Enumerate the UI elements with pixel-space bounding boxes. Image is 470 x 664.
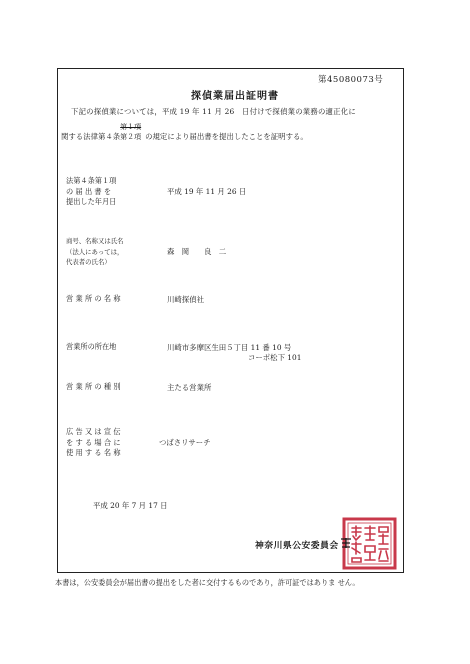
field-label-name: 商号、名称又は氏名 （法人にあっては， 代表者の氏名）: [66, 237, 124, 266]
field-value-office-address-line1: 川崎市多摩区生田５丁目 11 番 10 号: [167, 343, 292, 352]
field-value-advertising-name: つばさリサーチ: [159, 438, 211, 447]
field-value-office-address-line2: コーポ松下 101: [248, 353, 302, 362]
replacement-clause: 第２項: [120, 133, 142, 141]
field-value-office-type: 主たる営業所: [167, 383, 212, 392]
field-label-advertising-name: 広 告 又 は 宣 伝 を す る 場 合 に 使 用 す る 名 称: [66, 427, 121, 457]
field-label-office-type: 営 業 所 の 種 別: [66, 382, 121, 391]
intro-line-2: [61, 123, 308, 142]
struck-clause: 第１項: [120, 123, 142, 131]
document-title: 探偵業届出証明書: [191, 91, 279, 102]
issuer-name: 神奈川県公安委員会: [255, 541, 339, 551]
field-value-office-name: 川崎探偵社: [167, 295, 204, 304]
footer-note: 本書は，公安委員会が届出書の提出をした者に交付するものであり，許可証ではありま せん。: [55, 578, 360, 587]
certificate-number: 第45080073号: [318, 75, 384, 85]
intro-before: 関する法律第４条: [61, 132, 121, 141]
intro-after: の規定により届出書を提出したことを証明する。: [145, 132, 308, 141]
article-clause: [120, 123, 145, 141]
seal-mark-icon: [339, 537, 353, 549]
field-label-filing-date: 法第４条第１項 の 届 出 書 を 提出した年月日: [66, 176, 117, 206]
field-label-office-address: 営業所の所在地: [66, 342, 117, 351]
field-value-name: 森 岡 良 二: [167, 247, 227, 256]
certificate-border: [57, 68, 404, 573]
intro-line-1: 下記の探偵業については，平成 19 年 11 月 26 日付けで探偵業の業務の適正化に: [71, 107, 356, 116]
issue-date: 平成 20 年 7 月 17 日: [93, 501, 168, 510]
field-label-office-name: 営 業 所 の 名 称: [66, 294, 121, 303]
field-value-filing-date: 平成 19 年 11 月 26 日: [167, 187, 247, 196]
